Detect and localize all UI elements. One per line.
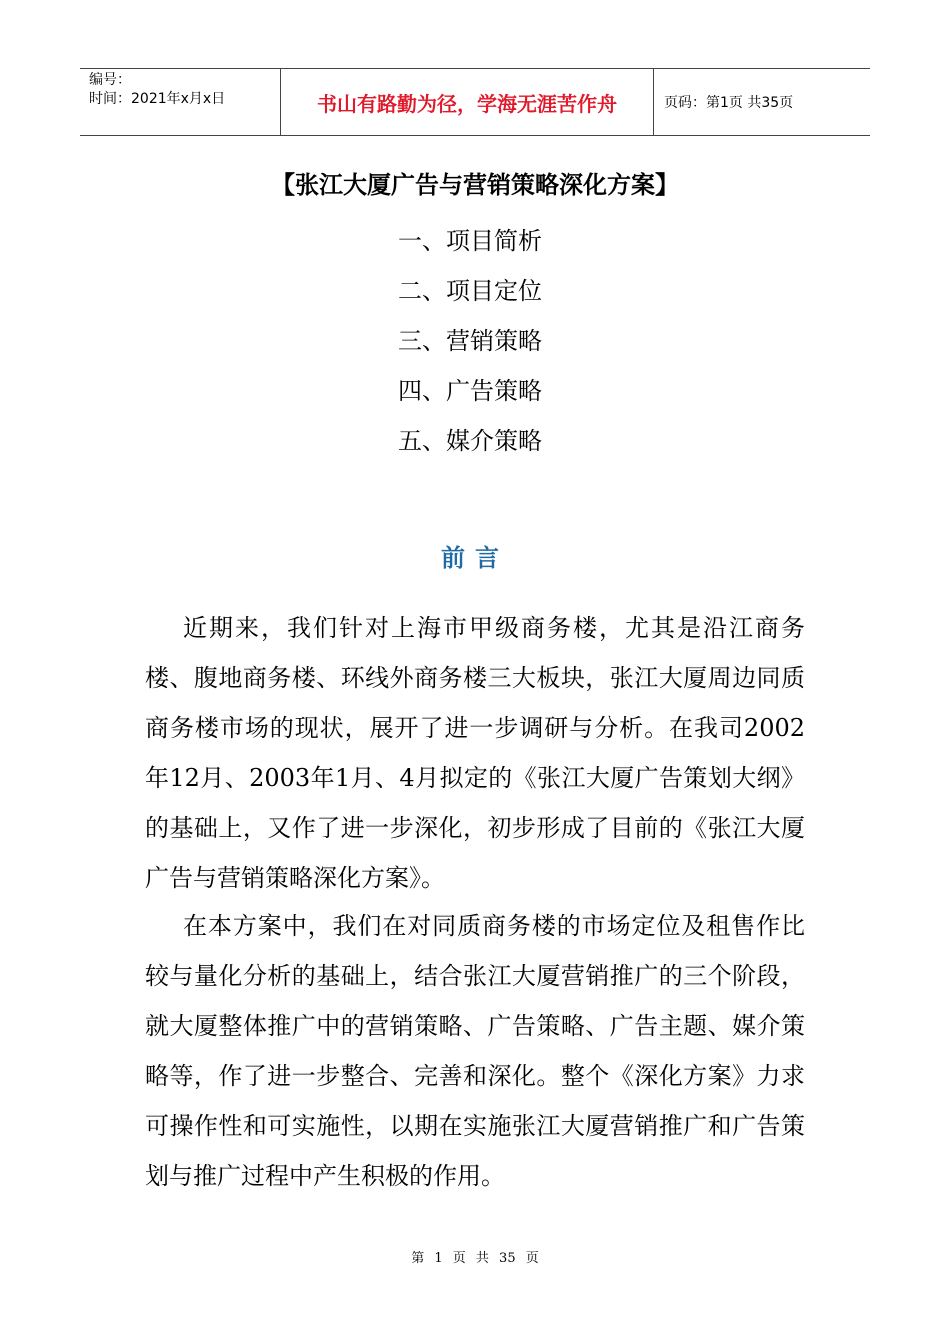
time-label: 时间：2021年x月x日 [89,91,226,107]
motto-text: 书山有路勤为径，学海无涯苦作舟 [317,91,617,116]
toc-item: 三、营销策略 [398,327,542,355]
page-footer: 第 1 页 共 35 页 [411,1251,539,1266]
header-info-cell [80,69,281,135]
toc-item: 五、媒介策略 [398,427,542,455]
body-paragraph-block [145,603,805,903]
toc-item: 一、项目简析 [398,227,542,255]
paragraph: 在本方案中，我们在对同质商务楼的市场定位及租售作比较与量化分析的基础上，结合张江大厦营销推广的三个阶段，就大厦整体推广中的营销策略、广告策略、广告主题、媒介策略等，作了进一步整合、完善和深化。整个《深化方案》力求可操作性和可实施性，以期在实施张江大厦营销推广和广告策划与推广过程中产生积极的作用。 [145,912,805,1190]
page-info: 页码：第1页 共35页 [664,95,794,111]
document-title: 【张江大厦广告与营销策略深化方案】 [271,170,679,199]
header-motto-cell [281,69,654,135]
toc-item: 四、广告策略 [398,377,542,405]
paragraph: 近期来，我们针对上海市甲级商务楼，尤其是沿江商务楼、腹地商务楼、环线外商务楼三大板块，张江大厦周边同质商务楼市场的现状，展开了进一步调研与分析。在我司2002年12月、2003年1月、4月拟定的《张江大厦广告策划大纲》的基础上，又作了进一步深化，初步形成了目前的《张江大厦广告与营销策略深化方案》。 [145,614,805,892]
header-page-cell [654,69,870,135]
header-table [80,68,870,136]
body-paragraph-block [145,901,805,1201]
toc-item: 二、项目定位 [398,277,542,305]
section-title-preface: 前言 [441,544,509,572]
number-label: 编号： [89,72,131,88]
table-of-contents [398,216,542,466]
